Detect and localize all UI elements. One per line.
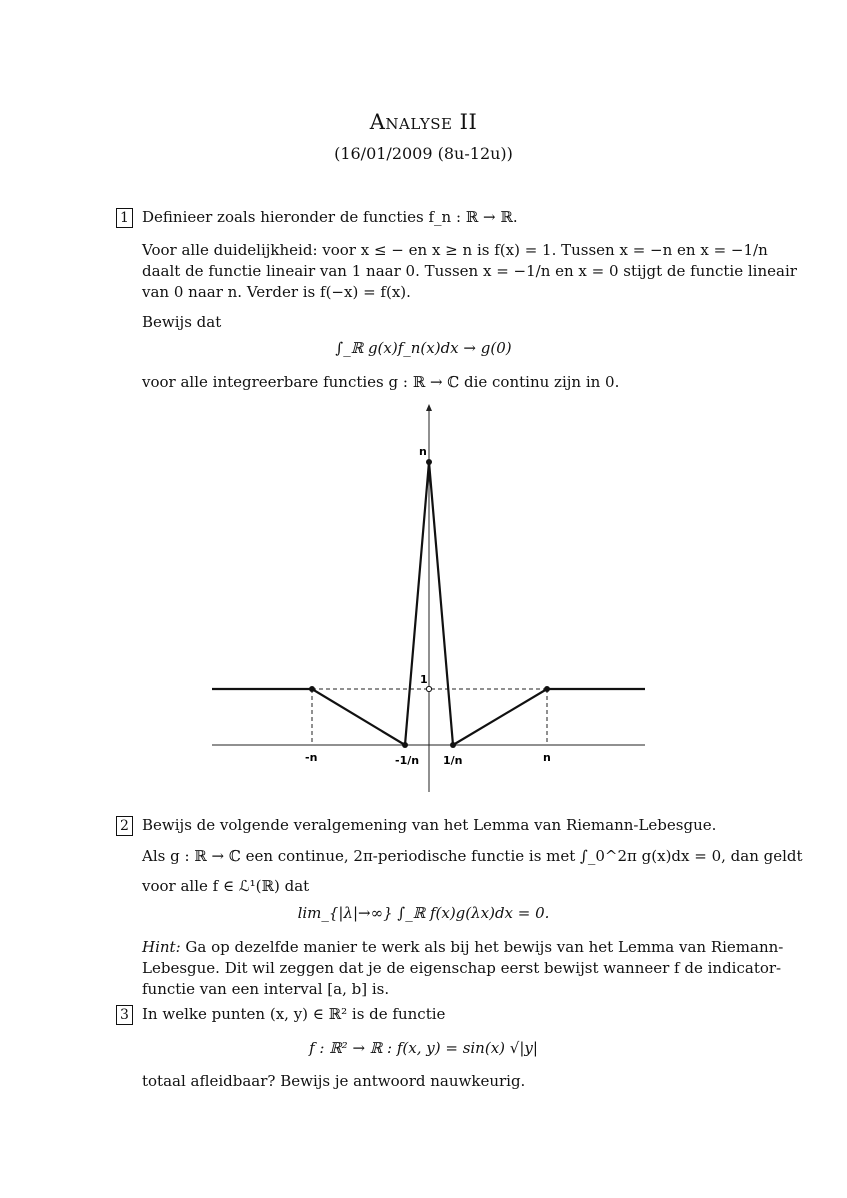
q2-hint1-text: Ga op dezelfde manier te werk als bij het bewijs van het Lemma van Riemann- bbox=[185, 938, 784, 956]
q2-number: 2 bbox=[116, 816, 133, 836]
q1-after: voor alle integreerbare functies g : ℝ → ℂ die continu zijn in 0. bbox=[142, 373, 620, 391]
q3-intro-text: In welke punten (x, y) ∈ ℝ² is de functie bbox=[142, 1005, 446, 1023]
point-minus-n bbox=[309, 686, 315, 692]
q3-after: totaal afleidbaar? Bewijs je antwoord nauwkeurig. bbox=[142, 1072, 526, 1090]
label-1n: 1/n bbox=[443, 754, 463, 767]
point-1n bbox=[450, 742, 456, 748]
q1-number: 1 bbox=[116, 208, 133, 228]
point-peak bbox=[426, 459, 432, 465]
q1-formula-text: ∫_ℝ g(x)f_n(x)dx → g(0) bbox=[335, 339, 512, 357]
label-one: 1 bbox=[420, 673, 428, 686]
q2-line1: Als g : ℝ → ℂ een continue, 2π-periodische functie is met ∫_0^2π g(x)dx = 0, dan geldt bbox=[142, 847, 803, 865]
q2-hint2: Lebesgue. Dit wil zeggen dat je de eigenschap eerst bewijst wanneer f de indicator- bbox=[142, 959, 782, 977]
label-minus-1n: -1/n bbox=[395, 754, 420, 767]
q2-hint-label: Hint: bbox=[142, 938, 181, 956]
y-axis-arrow bbox=[426, 404, 432, 411]
q1-intro bbox=[116, 207, 696, 228]
q1-prove: Bewijs dat bbox=[142, 313, 222, 331]
point-minus-1n bbox=[402, 742, 408, 748]
q2-hint3: functie van een interval [a, b] is. bbox=[142, 980, 390, 998]
q1-line3: van 0 naar n. Verder is f(−x) = f(x). bbox=[142, 283, 411, 301]
q2-hint1 bbox=[142, 937, 784, 958]
label-minus-n: -n bbox=[305, 751, 318, 764]
q1-line1: Voor alle duidelijkheid: voor x ≤ − en x ≥ n is f(x) = 1. Tussen x = −n en x = −1/n bbox=[142, 241, 768, 259]
label-n: n bbox=[543, 751, 551, 764]
q1-formula bbox=[0, 338, 847, 359]
q2-formula-text: lim_{|λ|→∞} ∫_ℝ f(x)g(λx)dx = 0. bbox=[297, 904, 550, 922]
exam-date: (16/01/2009 (8u-12u)) bbox=[334, 144, 513, 163]
point-open-one bbox=[426, 686, 431, 691]
q3-intro bbox=[116, 1004, 696, 1025]
q3-formula-text: f : ℝ² → ℝ : f(x, y) = sin(x) √|y| bbox=[309, 1039, 538, 1057]
point-n bbox=[544, 686, 550, 692]
function-graph bbox=[200, 400, 660, 800]
q2-formula bbox=[0, 903, 847, 924]
q3-number: 3 bbox=[116, 1005, 133, 1025]
exam-title: Analyse II bbox=[369, 110, 478, 134]
q2-line2: voor alle f ∈ ℒ¹(ℝ) dat bbox=[142, 877, 310, 895]
q1-line2: daalt de functie lineair van 1 naar 0. Tussen x = −1/n en x = 0 stijgt de functie lineair bbox=[142, 262, 797, 280]
label-n-top: n bbox=[419, 445, 427, 458]
q1-intro-text: Definieer zoals hieronder de functies f_n : ℝ → ℝ. bbox=[142, 208, 518, 226]
q2-intro bbox=[116, 815, 717, 836]
q3-formula bbox=[0, 1038, 847, 1059]
q2-intro-text: Bewijs de volgende veralgemening van het Lemma van Riemann-Lebesgue. bbox=[142, 816, 717, 834]
